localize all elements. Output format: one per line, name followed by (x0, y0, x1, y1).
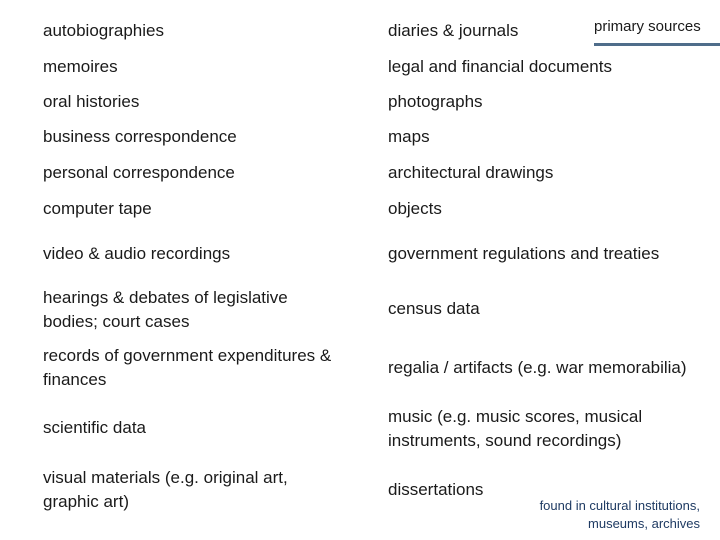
list-item: memoires (43, 57, 118, 76)
footnote-line: found in cultural institutions, (539, 498, 700, 513)
footnote (490, 497, 700, 533)
list-item: scientific data (43, 418, 146, 437)
list-item: computer tape (43, 199, 152, 218)
footnote-line: museums, archives (588, 516, 700, 531)
list-item: business correspondence (43, 127, 237, 146)
list-item: photographs (388, 92, 483, 111)
list-item: legal and financial documents (388, 57, 612, 76)
list-item: autobiographies (43, 21, 164, 40)
list-item: diaries & journals (388, 21, 519, 40)
list-item: video & audio recordings (43, 244, 231, 263)
list-item: objects (388, 199, 442, 218)
list-item: hearings & debates of legislative bodies; court cases (43, 288, 288, 331)
list-item: visual materials (e.g. original art, graphic art) (43, 468, 288, 511)
section-label: primary sources (594, 18, 701, 35)
list-item: dissertations (388, 480, 484, 499)
list-item: architectural drawings (388, 163, 554, 182)
list-item: government regulations and treaties (388, 244, 660, 263)
list-item: records of government expenditures & finances (43, 346, 332, 389)
list-item: regalia / artifacts (e.g. war memorabilia) (388, 358, 687, 377)
list-item: maps (388, 127, 430, 146)
list-item: census data (388, 299, 480, 318)
list-item: personal correspondence (43, 163, 235, 182)
list-item: oral histories (43, 92, 140, 111)
list-item: music (e.g. music scores, musical instruments, sound recordings) (388, 407, 643, 450)
